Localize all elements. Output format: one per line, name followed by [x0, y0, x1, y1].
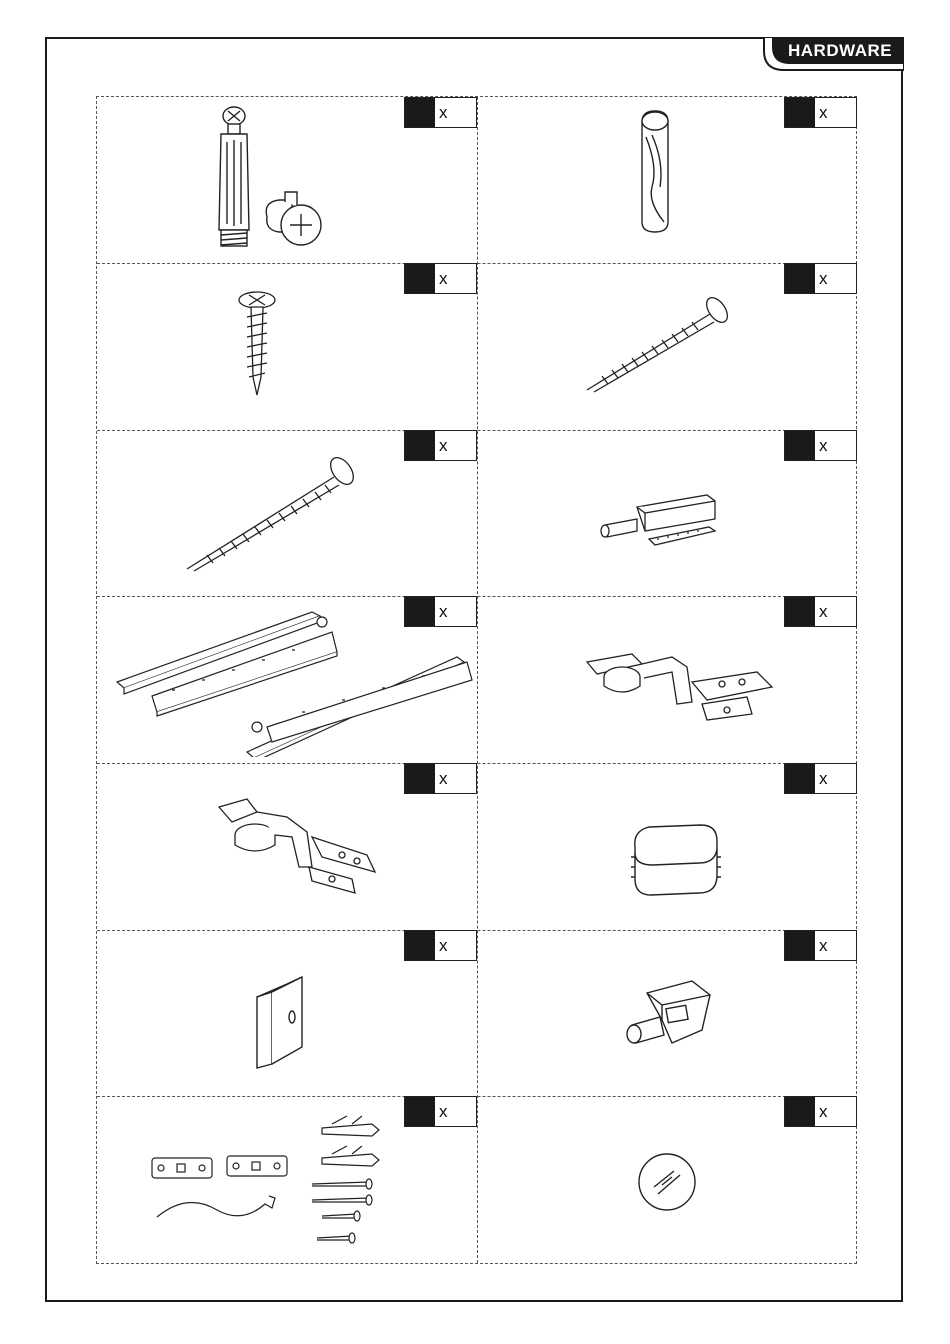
qty-box: x [784, 430, 857, 461]
qty-box: x [784, 763, 857, 794]
wall-fixing-kit-icon [147, 1112, 447, 1262]
qty-box: x [404, 930, 477, 961]
hinge-b-icon [217, 797, 382, 897]
bumper-pad-icon [627, 817, 727, 902]
dowel-icon [622, 107, 692, 237]
section-tab [762, 37, 904, 71]
qty-box: x [784, 263, 857, 294]
qty-box: x [404, 263, 477, 294]
qty-box: x [784, 1096, 857, 1127]
section-title: HARDWARE [788, 41, 893, 60]
cam-lock-icon [197, 102, 337, 257]
qty-box: x [404, 596, 477, 627]
qty-box: x [404, 430, 477, 461]
qty-box: x [404, 97, 477, 128]
hinge-a-icon [582, 642, 782, 727]
hardware-grid [96, 96, 857, 1264]
shelf-support-icon [622, 975, 722, 1060]
angle-bracket-icon [247, 972, 317, 1072]
qty-box: x [784, 596, 857, 627]
long-screw-icon [182, 455, 362, 575]
push-latch-icon [597, 487, 727, 557]
qty-box: x [784, 97, 857, 128]
drawer-runners-icon [112, 602, 477, 757]
qty-box: x [404, 1096, 477, 1127]
qty-box: x [404, 763, 477, 794]
short-screw-icon [227, 287, 287, 402]
medium-screw-icon [582, 292, 737, 397]
glass-disc-icon [632, 1147, 702, 1217]
qty-box: x [784, 930, 857, 961]
